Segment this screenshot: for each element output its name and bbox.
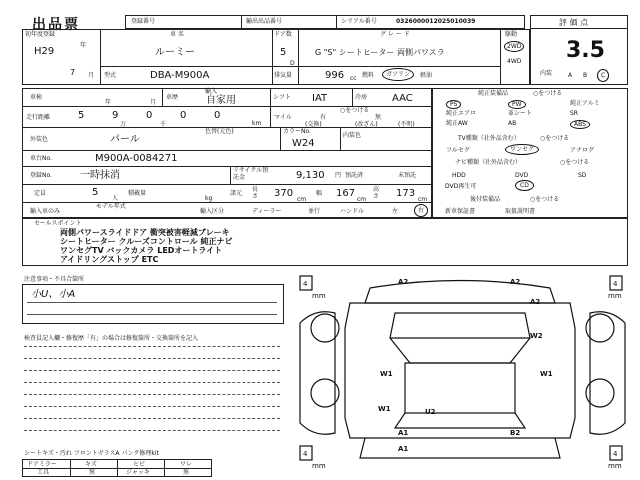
ac-value: AAC — [392, 93, 413, 104]
meter-note-unknown: (不明) — [398, 121, 415, 128]
car-front-outline — [365, 281, 555, 304]
color-label: 外装色 — [30, 136, 49, 143]
registered-label: 登録番号 — [131, 18, 156, 25]
width-value: 167 — [336, 188, 356, 199]
handle-left: 左 — [392, 208, 399, 215]
tv-label: TV種類（社外品含む） — [458, 135, 520, 142]
shift-value: IAT — [312, 93, 328, 104]
sales-line: ワンセグTV バックカメラ LEDオートライト — [60, 246, 223, 255]
tire-fl-unit: mm — [312, 292, 326, 300]
legend-value: ジャッキ — [126, 469, 150, 476]
damage-mark: W1 — [378, 405, 391, 413]
shaken-month: 月 — [150, 99, 157, 106]
color-code: W24 — [292, 138, 315, 149]
equipment-item: SR — [570, 110, 578, 117]
grade-value: G "S" シートヒーター 両側パワスラ — [315, 48, 445, 57]
damage-mark: B2 — [510, 429, 521, 437]
serial-value: 0326000012025010039 — [396, 18, 476, 25]
height-unit: cm — [418, 196, 428, 203]
recycle-value: 9,130 — [296, 170, 325, 181]
height-value: 173 — [396, 188, 416, 199]
car-damage-diagram — [290, 268, 635, 478]
auction-label: 輸出出品番号 — [246, 18, 283, 25]
meter-circle-note: ○をつける — [340, 107, 370, 114]
legend-value: 無 — [183, 469, 190, 476]
tire-rr-unit: mm — [608, 462, 622, 470]
interior-c: C — [597, 69, 609, 82]
equipment-item: 純正AW — [446, 120, 468, 127]
score-value: 3.5 — [566, 38, 605, 63]
car-name: ルーミー — [155, 47, 195, 58]
damage-mark: W2 — [530, 332, 543, 340]
tv-fullseg: フルセグ — [446, 147, 470, 154]
damage-mark: W1 — [380, 370, 393, 378]
model-label: 型式 — [104, 72, 117, 79]
recycle-unit: 円 — [335, 172, 342, 179]
fuel-diesel: 軽油 — [420, 72, 433, 79]
height-label: 高さ — [373, 186, 380, 200]
dims-label: 諸元 — [230, 190, 243, 197]
legend-header: ヒビ — [133, 461, 146, 468]
after-note: ○をつける — [530, 196, 560, 203]
damage-mark: U2 — [425, 408, 436, 416]
tire-fr-value: 4 — [613, 280, 618, 288]
equipment-item: AB — [508, 120, 517, 127]
left-side-outline — [300, 312, 335, 435]
mileage-digit: 0 — [180, 110, 187, 121]
legend-value: 無 — [89, 469, 96, 476]
month-unit: 月 — [88, 72, 95, 79]
fuel-label: 燃料 — [362, 72, 375, 79]
shaken-year: 年 — [105, 99, 112, 106]
use-value: 自家用 — [206, 95, 236, 106]
repair-line — [24, 370, 280, 371]
repair-line — [24, 394, 280, 395]
color-code-label: カラーNo. — [283, 128, 311, 135]
import-only-label: 輸入車のみ — [30, 208, 61, 215]
tv-note: ○をつける — [540, 135, 570, 142]
equipment-item: 純正アルミ — [570, 100, 600, 107]
navi-label: ナビ種類（社外品含む） — [455, 159, 522, 166]
notes-label: 注意事項・不具合箇所 — [24, 276, 85, 283]
score-label: 評 価 点 — [559, 18, 589, 27]
length-value: 370 — [274, 188, 294, 199]
reg-no-label: 登録No. — [30, 172, 52, 179]
notes-handwritten: 小U、小A — [31, 289, 76, 300]
meter-note-tamper: (改ざん) — [355, 121, 378, 128]
sales-line: 両側パワースライドドア 衝突被害軽減ブレーキ — [60, 228, 230, 237]
form-title: 出品票 — [32, 17, 80, 33]
equipment-item: PW — [508, 100, 526, 109]
tv-analog: アナログ — [570, 147, 595, 154]
repair-line — [24, 406, 280, 407]
fuel-gasoline: ガソリン — [382, 68, 414, 81]
damage-mark: A2 — [510, 278, 521, 286]
damage-mark: W1 — [540, 370, 553, 378]
mileage-label: 走行距離 — [26, 114, 51, 121]
first-reg-label: 初年度登録 — [25, 31, 56, 38]
mileage-unit-sen: 千 — [160, 121, 167, 128]
hood-outline — [390, 338, 530, 363]
drive-label: 駆動 — [505, 31, 518, 38]
mileage-unit-man: 万 — [120, 121, 127, 128]
handle-right: 右 — [414, 204, 428, 217]
navi-dvd-play: DVD再生可 — [445, 183, 477, 190]
model-year-label: モデル年式 — [96, 203, 126, 210]
manual: 取扱説明書 — [505, 208, 536, 215]
displacement-value: 996 — [325, 70, 345, 81]
repair-line — [24, 418, 280, 419]
interior-a: A — [568, 72, 573, 79]
windshield-outline — [390, 313, 530, 338]
handle-label: ハンドル — [340, 208, 365, 215]
capacity-value: 5 — [92, 187, 99, 198]
tv-oneseg: ワンセグ — [505, 144, 539, 155]
interior-label: 内装 — [540, 70, 553, 77]
repair-line — [24, 382, 280, 383]
equipment-note: ○をつける — [533, 90, 563, 97]
header-strip — [125, 15, 525, 29]
color-original-label: 色替(元色) — [205, 128, 234, 135]
recycle-unpaid: 未預託 — [398, 172, 417, 179]
dealer-label: ディーラー — [252, 208, 282, 215]
sales-line: シートヒーター クルーズコントロール 純正ナビ — [60, 237, 233, 246]
mileage-digit: 5 — [78, 110, 85, 121]
length-unit: cm — [297, 196, 307, 203]
repair-lines — [22, 346, 284, 446]
new-car-warranty: 新車保証書 — [445, 208, 476, 215]
bottom-note: シートキズ・汚れ フロントガラスA パンク修理kit — [24, 450, 159, 457]
navi-cd: CD — [515, 180, 534, 191]
mileage-digit: 0 — [146, 110, 153, 121]
parallel-label: 並行 — [308, 208, 321, 215]
length-label: 長さ — [252, 186, 259, 200]
equipment-item: PS — [446, 100, 461, 109]
meter-note-exchange: (交換) — [305, 121, 322, 128]
damage-mark: A2 — [398, 278, 409, 286]
interior-b: B — [583, 72, 588, 79]
year-era: H29 — [34, 46, 55, 57]
sales-points-lines — [60, 228, 232, 264]
repair-label: 検査員記入欄・修復歴「有」の場合は修復箇所・交換箇所を記入 — [24, 335, 199, 342]
capacity-unit: 人 — [112, 195, 119, 202]
repair-line — [24, 346, 280, 347]
navi-note: ○をつける — [560, 159, 590, 166]
inspection-block — [22, 88, 432, 218]
mileage-unit-km: km — [252, 120, 262, 127]
tire-rl-unit: mm — [312, 462, 326, 470]
model-value: DBA-M900A — [150, 70, 210, 81]
color-value: パール — [110, 134, 140, 145]
reg-no-value: 一時抹消 — [80, 170, 120, 181]
mileage-digit: 9 — [112, 110, 119, 121]
load-label: 積載量 — [128, 190, 147, 197]
ac-label: 冷房 — [355, 94, 368, 101]
repair-line — [24, 430, 280, 431]
repair-line — [24, 358, 280, 359]
width-unit: cm — [357, 196, 367, 203]
month-value: 7 — [70, 68, 76, 77]
import-label: 輸入 — [205, 88, 218, 95]
year-unit: 年 — [80, 42, 87, 49]
width-label: 幅 — [316, 190, 323, 197]
meter-label: マイル — [274, 114, 292, 121]
car-name-label: 車 名 — [170, 31, 184, 38]
roof-outline — [405, 363, 515, 413]
displacement-label: 排気量 — [274, 72, 293, 79]
right-side-outline — [590, 312, 625, 435]
navi-hdd: HDD — [452, 172, 466, 179]
sales-points-label: セールスポイント — [34, 220, 82, 227]
import-class-label: 輸入区分 — [200, 208, 225, 215]
interior-color-label: 内装色 — [343, 132, 362, 139]
legend-header: キズ — [85, 461, 97, 468]
capacity-label: 定員 — [34, 190, 47, 197]
equipment-item: 革シート — [508, 110, 533, 117]
navi-sd: SD — [578, 172, 587, 179]
meter-option-yes: 有 — [320, 114, 327, 121]
damage-mark: A2 — [530, 298, 541, 306]
sales-line: アイドリングストップ ETC — [60, 255, 159, 264]
car-rear-outline — [360, 438, 560, 458]
legend-header: ワレ — [180, 461, 193, 468]
tire-rr-value: 4 — [613, 450, 618, 458]
shift-label: シフト — [273, 94, 292, 101]
tire-fl-value: 4 — [303, 280, 308, 288]
load-unit: kg — [205, 195, 213, 202]
notes-box — [22, 284, 284, 324]
serial-label: シリアル番号 — [341, 18, 377, 25]
displacement-unit: cc — [350, 75, 357, 82]
legend-header: ドアミラー — [27, 461, 57, 468]
recycle-paid: 預託済 — [345, 172, 364, 179]
after-label: 後付装備品 — [470, 196, 501, 203]
legend-table — [22, 459, 212, 477]
damage-mark: A1 — [398, 445, 409, 453]
equipment-item: 純正エアロ — [446, 110, 477, 117]
equipment-item: ABS — [570, 120, 590, 129]
legend-value: 工具 — [37, 469, 50, 476]
vin-value: M900A-0084271 — [95, 153, 178, 164]
mileage-digit: 0 — [214, 110, 221, 121]
recycle-label: リサイクル預託金 — [233, 167, 269, 181]
damage-mark: A1 — [398, 429, 409, 437]
tire-fr-unit: mm — [608, 292, 622, 300]
doors-label: ドア数 — [274, 31, 292, 38]
tire-rl-value: 4 — [303, 450, 308, 458]
doors-value: 5 — [280, 47, 287, 58]
use-label: 車歴 — [166, 94, 179, 101]
doors-unit: D — [290, 60, 295, 67]
navi-dvd: DVD — [515, 172, 529, 179]
drive-4wd: 4WD — [507, 58, 522, 65]
drive-2wd: 2WD — [504, 41, 524, 52]
rear-window-outline — [395, 413, 525, 428]
vin-label: 車台No. — [30, 155, 52, 162]
meter-option-no: 無 — [375, 114, 382, 121]
shaken-label: 車検 — [30, 94, 43, 101]
equipment-title: 純正装備品 — [478, 90, 509, 97]
grade-label: グ レ ー ド — [380, 31, 410, 38]
